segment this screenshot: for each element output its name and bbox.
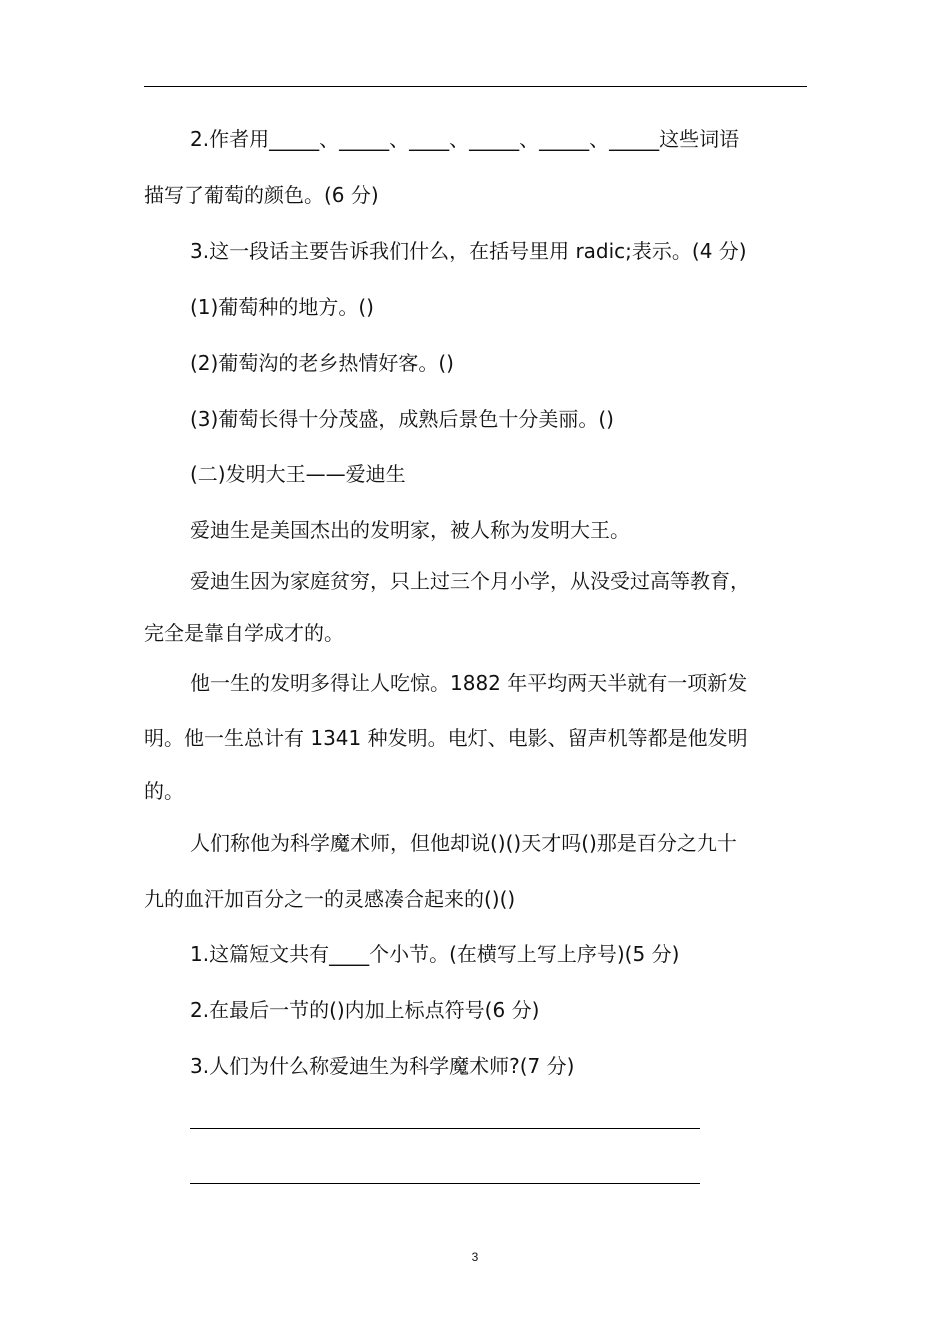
paragraph-2-line1: 爱迪生因为家庭贫穷，只上过三个月小学，从没受过高等教育， bbox=[190, 569, 750, 593]
question-2-colors-line1: 2.作者用_____、_____、____、_____、_____、_____这些词语 bbox=[190, 127, 740, 151]
header-rule bbox=[144, 86, 807, 87]
question-1-sections: 1.这篇短文共有____个小节。(在横写上写上序号)(5 分) bbox=[190, 942, 680, 966]
option-1: (1)葡萄种的地方。() bbox=[190, 295, 374, 319]
question-3-why: 3.人们为什么称爱迪生为科学魔术师?(7 分) bbox=[190, 1054, 575, 1078]
option-3: (3)葡萄长得十分茂盛，成熟后景色十分美丽。() bbox=[190, 407, 614, 431]
page-number: 3 bbox=[471, 1250, 479, 1264]
question-2-punctuation: 2.在最后一节的()内加上标点符号(6 分) bbox=[190, 998, 540, 1022]
answer-line-2 bbox=[190, 1183, 700, 1184]
answer-line-1 bbox=[190, 1128, 700, 1129]
question-3-main-idea: 3.这一段话主要告诉我们什么，在括号里用 radic;表示。(4 分) bbox=[190, 239, 747, 263]
paragraph-2-line2: 完全是靠自学成才的。 bbox=[144, 621, 344, 645]
section-heading-edison: (二)发明大王——爱迪生 bbox=[190, 462, 406, 486]
paragraph-3-line2: 明。他一生总计有 1341 种发明。电灯、电影、留声机等都是他发明 bbox=[144, 726, 748, 750]
paragraph-3-line1: 他一生的发明多得让人吃惊。1882 年平均两天半就有一项新发 bbox=[190, 671, 748, 695]
paragraph-1: 爱迪生是美国杰出的发明家，被人称为发明大王。 bbox=[190, 518, 630, 542]
paragraph-4-line2: 九的血汗加百分之一的灵感凑合起来的()() bbox=[144, 887, 516, 911]
paragraph-4-line1: 人们称他为科学魔术师，但他却说()()天才吗()那是百分之九十 bbox=[190, 831, 737, 855]
option-2: (2)葡萄沟的老乡热情好客。() bbox=[190, 351, 454, 375]
question-2-colors-line2: 描写了葡萄的颜色。(6 分) bbox=[144, 183, 379, 207]
paragraph-3-line3: 的。 bbox=[144, 779, 184, 803]
